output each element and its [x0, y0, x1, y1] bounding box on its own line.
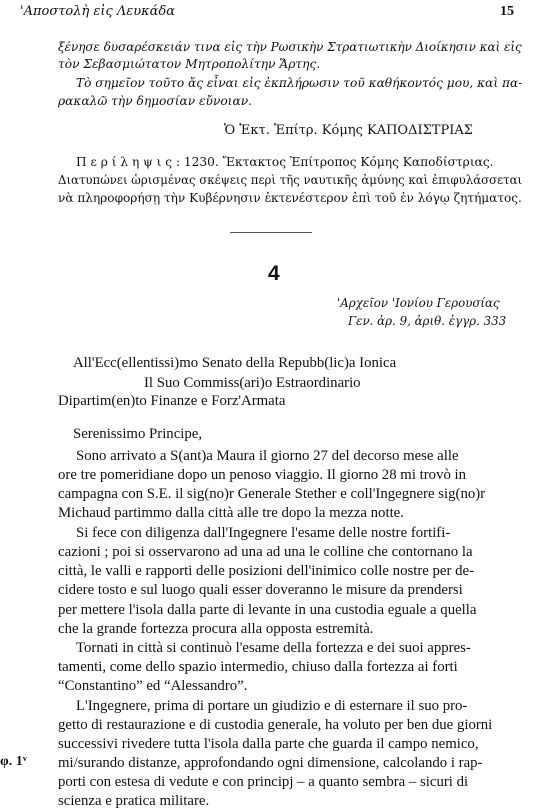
greek-text-line: ρακαλῶ τὴν δημοσίαν εὔνοιαν.: [58, 94, 252, 108]
letter-address-line: Il Suo Commiss(ari)o Estraordinario: [144, 375, 361, 391]
letter-body-line: tamenti, come dello spazio intermedio, chiuso dalla fortezza ai forti: [58, 659, 458, 675]
letter-body-line: L'Ingegnere, prima di portare un giudizio e di esternare il suo pro-: [76, 698, 468, 714]
letter-body-line: Michaud partimmo dalla città alle tre dopo la mezza notte.: [58, 505, 404, 521]
letter-body-line: che la grande fortezza procura alla opposta estremità.: [58, 621, 374, 637]
summary-line: νὰ πληροφορήσῃ τὴν Κυβέρνησιν ἐκτενέστερον ἐπὶ τοῦ ἐν λόγῳ ζητήματος.: [58, 191, 522, 205]
letter-body-line: Si fece con diligenza dall'Ingegnere l'esame delle nostre fortifi-: [76, 525, 451, 541]
summary-line: Π ε ρ ί λ η ψ ι ς : 1230. Ἔκτακτος Ἐπίτροπος Κόμης Καποδίστριας.: [76, 155, 494, 169]
letter-body-line: ore tre pomeridiane dopo un penoso viaggio. Il giorno 28 mi trovò in: [58, 467, 467, 483]
letter-body-line: per mettere l'isola dalla parte di levante in una custodia eguale a quella: [58, 602, 477, 618]
letter-body-line: scienza e pratica militare.: [58, 793, 210, 809]
summary-line: Διατυπώνει ὡρισμένας σκέψεις περὶ τῆς ναυτικῆς ἀμύνης καὶ ἐπιφυλάσσεται: [58, 173, 523, 187]
running-header-title: 'Αποστολὴ εἰς Λευκάδα: [20, 4, 176, 19]
page-number: 15: [500, 4, 514, 19]
letter-body-line: getto di restaurazione e di custodia generale, ha voluto per ben due giorni: [58, 717, 493, 733]
letter-body-line: successivi rivedere tutta l'isola dalla parte che guarda il campo nemico,: [58, 736, 479, 752]
section-divider: [230, 232, 312, 233]
letter-body-line: porti con estesa di vedute e con principj – a quanto sembra – sicuri di: [58, 774, 469, 790]
letter-body-line: Tornati in città si continuò l'esame della fortezza e dei suoi appres-: [76, 640, 471, 656]
archive-reference-line: Γεν. ἀρ. 9, ἀριθ. ἐγγρ. 333: [348, 314, 507, 328]
letter-body-line: cidere tosto e sul luogo quali esser doveranno le misure da prendersi: [58, 582, 463, 598]
greek-text-line: ξένησε δυσαρέσκειάν τινα εἰς τὴν Ρωσικὴν Στρατιωτικὴν Διοίκησιν καὶ εἰς: [58, 40, 522, 54]
greek-text-line: Τὸ σημεῖον τοῦτο ἄς εἶναι εἰς ἐκπλήρωσιν τοῦ καθήκοντός μου, καὶ πα-: [76, 76, 523, 90]
archive-reference-line: 'Αρχεῖον 'Ιονίου Γερουσίας: [337, 296, 500, 310]
letter-body-line: città, le valli e rapporti delle posizioni dell'inimico colle nostre per de-: [58, 563, 475, 579]
letter-body-line: cazioni ; poi si osservarono ad una ad una le colline che contornano la: [58, 544, 473, 560]
margin-folio-note: φ. 1ᵛ: [0, 754, 27, 769]
letter-salutation: Serenissimo Principe,: [73, 426, 203, 442]
letter-body-line: campagna con S.E. il sig(no)r Generale Stether e coll'Ingegnere sig(no)r: [58, 486, 486, 502]
letter-body-line: “Constantino” ed “Alessandro”.: [58, 678, 248, 694]
letter-body-line: Sono arrivato a S(ant)a Maura il giorno 27 del decorso mese alle: [76, 448, 459, 464]
letter-address-line: All'Ecc(ellentissi)mo Senato della Repubb(lic)a Ionica: [73, 355, 397, 371]
signature-line: Ὁ Ἐκτ. Ἐπίτρ. Κόμης ΚΑΠΟΔΙΣΤΡΙΑΣ: [224, 123, 473, 138]
document-number: 4: [268, 262, 280, 285]
letter-body-line: mi/surando distanze, approfondando ogni dimensione, calcolando i rap-: [58, 755, 483, 771]
letter-address-line: Dipartim(en)to Finanze e Forz'Armata: [58, 393, 286, 409]
greek-text-line: τὸν Σεβασμιώτατον Μητροπολίτην Ἄρτης.: [58, 57, 321, 71]
